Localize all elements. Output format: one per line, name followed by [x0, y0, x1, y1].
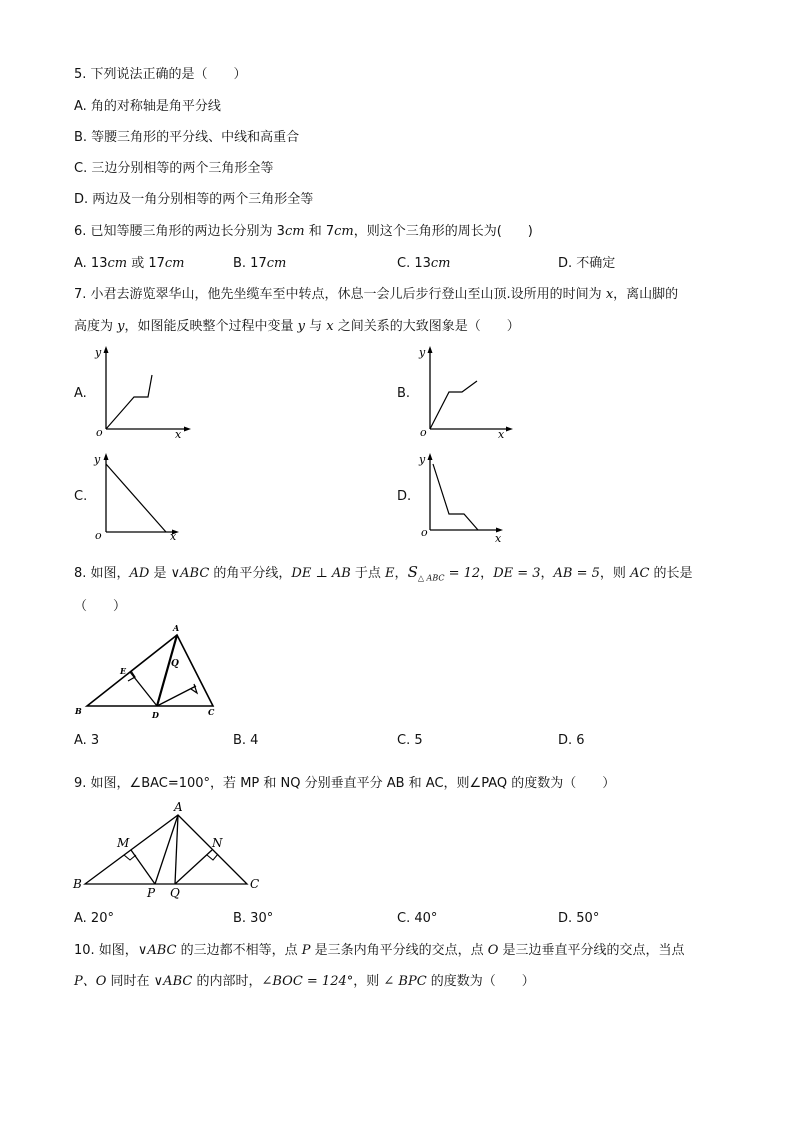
q8-label-e: E	[120, 666, 127, 676]
q8-label-c: C	[208, 707, 215, 717]
q6-option-c: C. 13cm	[397, 256, 451, 271]
graph-d-origin: o	[421, 526, 428, 539]
q5-option-c: C. 三边分别相等的两个三角形全等	[74, 161, 274, 176]
q9-label-c: C	[250, 877, 260, 891]
q9-label-a: A	[174, 800, 183, 814]
q9-label-p: P	[147, 886, 156, 900]
q7-stem-line2: 高度为 y，如图能反映整个过程中变量 y 与 x 之间关系的大致图象是（ ）	[74, 319, 520, 334]
q9-label-n: N	[212, 836, 223, 850]
q9-label-q: Q	[170, 886, 180, 900]
q5-option-b: B. 等腰三角形的平分线、中线和高重合	[74, 130, 300, 145]
q5-option-d: D. 两边及一角分别相等的两个三角形全等	[74, 192, 314, 207]
q8-label-b: B	[75, 706, 82, 716]
graph-b-origin: o	[420, 426, 427, 439]
q9-figure	[70, 798, 270, 900]
q8-option-c: C. 5	[397, 733, 423, 748]
graph-b-y-label: y	[419, 346, 426, 359]
graph-c-y-label: y	[94, 453, 101, 466]
q7-graph-d-label: D.	[397, 489, 412, 504]
q8-label-a: A	[173, 623, 180, 633]
q7-graph-c-label: C.	[74, 489, 88, 504]
q8-option-b: B. 4	[233, 733, 259, 748]
q6-option-a: A. 13cm 或 17cm	[74, 256, 185, 271]
q8-figure	[70, 622, 230, 720]
q7-graph-a-label: A.	[74, 386, 87, 401]
q6-option-d: D. 不确定	[558, 256, 616, 271]
graph-d-y-label: y	[419, 453, 426, 466]
q8-option-a: A. 3	[74, 733, 100, 748]
q5-stem: 5. 下列说法正确的是（ ）	[74, 67, 247, 82]
q7-graph-b	[412, 343, 522, 443]
q10-stem-line2: P、O 同时在 ∨ABC 的内部时，∠BOC = 124°，则 ∠ BPC 的度数为（ ）	[74, 974, 535, 989]
q8-option-d: D. 6	[558, 733, 585, 748]
q7-graph-c	[88, 450, 198, 550]
q7-graph-a	[88, 343, 198, 443]
q9-option-c: C. 40°	[397, 911, 438, 926]
q8-stem-line1: 8. 如图，AD 是 ∨ABC 的角平分线，DE ⊥ AB 于点 E，$S_{\triangle ABC} = 12$，DE = 3，AB = 5，则 AC 的长是	[74, 563, 693, 583]
q7-graph-b-label: B.	[397, 386, 411, 401]
graph-a-y-label: y	[95, 346, 102, 359]
q5-option-a: A. 角的对称轴是角平分线	[74, 99, 221, 114]
graph-b-x-label: x	[498, 428, 505, 441]
graph-d-x-label: x	[495, 532, 502, 545]
q8-label-q: Q	[171, 659, 179, 669]
graph-c-x-label: x	[170, 530, 177, 543]
q10-stem-line1: 10. 如图，∨ABC 的三边都不相等，点 P 是三条内角平分线的交点，点 O 是三边垂直平分线的交点，当点	[74, 943, 685, 958]
q9-label-m: M	[117, 836, 130, 850]
q9-label-b: B	[73, 877, 82, 891]
q6-stem: 6. 已知等腰三角形的两边长分别为 3cm 和 7cm，则这个三角形的周长为( )	[74, 224, 533, 239]
q7-stem-line1: 7. 小君去游览翠华山，他先坐缆车至中转点，休息一会儿后步行登山至山顶.设所用的时间为 x，离山脚的	[74, 287, 679, 302]
q8-stem-line2: （ ）	[74, 599, 127, 614]
q9-option-d: D. 50°	[558, 911, 600, 926]
graph-a-origin: o	[96, 426, 103, 439]
q9-option-a: A. 20°	[74, 911, 114, 926]
q9-option-b: B. 30°	[233, 911, 274, 926]
q7-graph-d	[412, 450, 522, 550]
graph-c-origin: o	[95, 529, 102, 542]
q9-stem: 9. 如图，∠BAC=100°，若 MP 和 NQ 分别垂直平分 AB 和 AC，则∠PAQ 的度数为（ ）	[74, 776, 616, 791]
q8-label-d: D	[152, 710, 159, 720]
q6-option-b: B. 17cm	[233, 256, 287, 271]
graph-a-x-label: x	[175, 428, 182, 441]
